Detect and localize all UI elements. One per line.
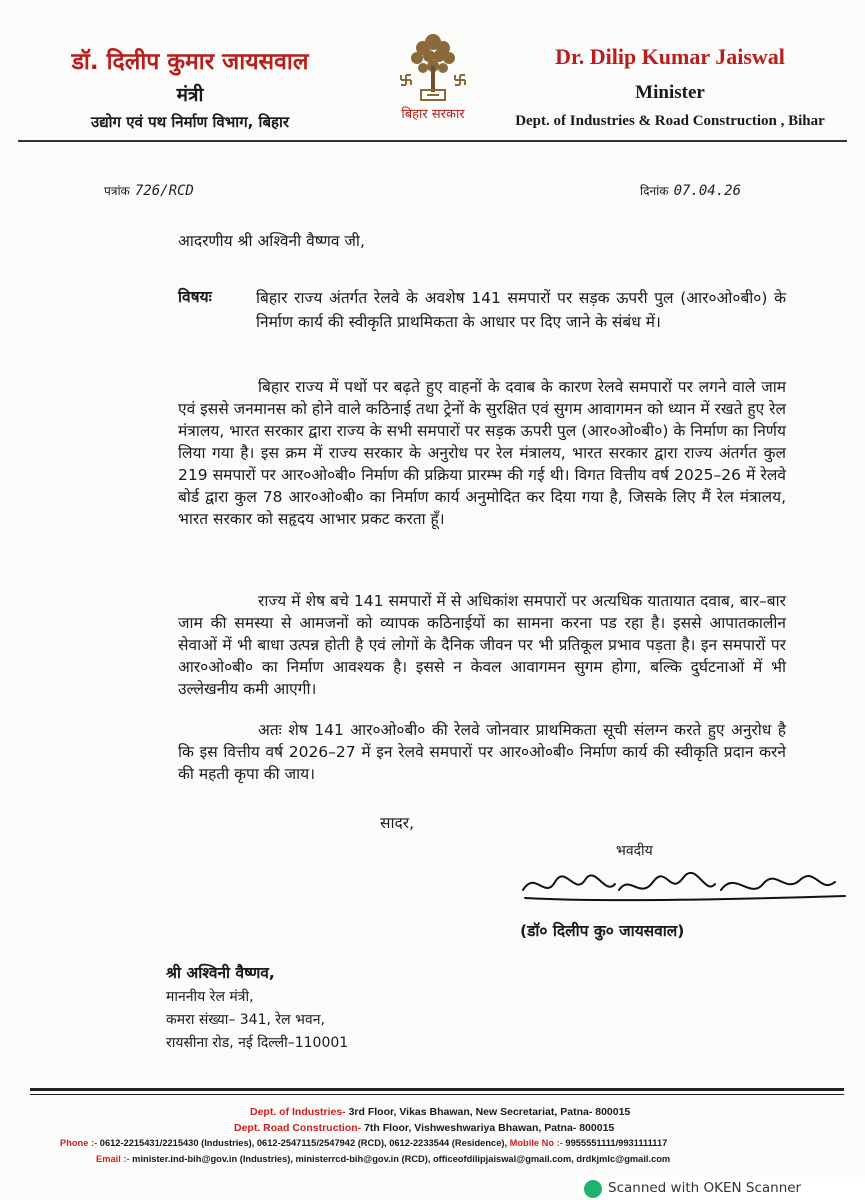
- footer-phones: [60, 1138, 667, 1148]
- addressee-line-2: माननीय रेल मंत्री,: [166, 989, 254, 1005]
- date-line: [640, 180, 741, 199]
- addressee-name: श्री अश्विनी वैष्णव,: [166, 964, 275, 982]
- footer-road-label: Dept. Road Construction-: [234, 1122, 362, 1134]
- hindi-minister-name: डॉ. दिलीप कुमार जायसवाल: [71, 49, 309, 75]
- body-paragraph-2: राज्य में शेष बचे 141 समपारों में से अधिकांश समपारों पर अत्यधिक यातायात दवाब, बार–बार जाम की समस्या से आमजनों को व्यापक कठिनाईयों का सामना करना पड रहा है। इससे आपातकालीन सेवाओं में भी बाधा उत्पन्न होती है एवं लोगों के दैनिक जीवन पर भी प्रतिकूल प्रभाव पड़ता है। इन समपारों पर आर०ओ०बी० का निर्माण आवश्यक है। इससे न केवल आवागमन सुगम होगा, बल्कि दुर्घटनाओं में भी उल्लेखनीय कमी आएगी।: [178, 592, 786, 698]
- scanner-logo-icon: [584, 1180, 602, 1198]
- body-paragraph-3: अतः शेष 141 आर०ओ०बी० की रेलवे जोनवार प्राथमिकता सूची संलग्न करते हुए अनुरोध है कि इस वित्तीय वर्ष 2026–27 में इन रेलवे समपारों पर आर०ओ०बी० निर्माण कार्य की स्वीकृति प्रदान करने की महती कृपा की जाय।: [178, 721, 786, 783]
- footer-mobile-numbers: 9955551111/9931111117: [562, 1138, 668, 1148]
- reference-line: [104, 180, 194, 199]
- footer-divider-thick: [30, 1088, 844, 1091]
- addressee-line-3: कमरा संख्या– 341, रेल भवन,: [166, 1012, 325, 1028]
- footer-email-label: Email :-: [96, 1154, 130, 1164]
- emblem-caption: बिहार सरकार: [401, 107, 465, 122]
- footer-industries-label: Dept. of Industries-: [250, 1106, 346, 1118]
- scanner-badge: [578, 1177, 865, 1200]
- hindi-department: उद्योग एवं पथ निर्माण विभाग, बिहार: [91, 113, 289, 131]
- date-label: दिनांक: [640, 184, 669, 198]
- subject-text: बिहार राज्य अंतर्गत रेलवे के अवशेष 141 समपारों पर सड़क ऊपरी पुल (आर०ओ०बी०) के निर्माण कार्य की स्वीकृति प्राथमिकता के आधार पर दिए जाने के संबंध में।: [256, 289, 786, 331]
- reference-number: 726/RCD: [134, 183, 194, 199]
- footer-road-address: 7th Floor, Vishweshwariya Bhawan, Patna- 800015: [361, 1122, 615, 1134]
- english-minister-name: Dr. Dilip Kumar Jaiswal: [555, 44, 785, 69]
- footer-email-addresses: minister.ind-bih@gov.in (Industries), ministerrcd-bih@gov.in (RCD), officeofdilipjaiswal@gmail.com, drdkjmlc@gmail.com: [129, 1154, 671, 1164]
- footer-email: [96, 1154, 670, 1164]
- english-department: Dept. of Industries & Road Construction , Bihar: [515, 113, 825, 129]
- footer-phone-label: Phone :-: [60, 1138, 98, 1148]
- subject-label: विषयः: [178, 288, 212, 306]
- closing: सादर,: [380, 814, 414, 832]
- date-value: 07.04.26: [673, 183, 741, 199]
- footer-divider-thin: [30, 1094, 844, 1095]
- letterhead-divider: [18, 140, 847, 142]
- english-minister-title: Minister: [635, 82, 705, 103]
- addressee-line-4: रायसीना रोड, नई दिल्ली–110001: [166, 1035, 349, 1051]
- footer-road: [234, 1122, 614, 1134]
- salutation: आदरणीय श्री अश्विनी वैष्णव जी,: [178, 232, 365, 250]
- footer-phone-numbers: 0612-2215431/2215430 (Industries), 0612-2547115/2547942 (RCD), 0612-2233544 (Residence),: [97, 1138, 508, 1148]
- footer-industries: [250, 1106, 630, 1118]
- reference-label: पत्रांक: [104, 184, 130, 198]
- scanner-badge-text: Scanned with OKEN Scanner: [608, 1180, 802, 1196]
- signer-name: (डॉ० दिलीप कु० जायसवाल): [520, 922, 685, 940]
- body-paragraph-1: बिहार राज्य में पथों पर बढ़ते हुए वाहनों के दवाब के कारण रेलवे समपारों पर लगने वाले जाम एवं इससे जनमानस को होने वाले कठिनाई तथा ट्रेनों के सुरक्षित एवं सुगम आवागमन को ध्यान में रखते हुए रेल मंत्रालय, भारत सरकार द्वारा राज्य के सभी समपारों पर सड़क ऊपरी पुल (आर०ओ०बी०) के निर्माण का निर्णय लिया गया है। इस क्रम में राज्य सरकार के अनुरोध पर रेल मंत्रालय, भारत सरकार द्वारा राज्य अंतर्गत कुल 219 समपारों पर आर०ओ०बी० निर्माण की प्रक्रिया प्रारम्भ की गई थी। विगत वित्तीय वर्ष 2025–26 में रेलवे बोर्ड द्वारा कुल 78 आर०ओ०बी० का निर्माण कार्य अनुमोदित कर दिया गया है, जिसके लिए मैं रेल मंत्रालय, भारत सरकार को सहृदय आभार प्रकट करता हूँ।: [178, 378, 786, 528]
- footer-mobile-label: Mobile No :-: [507, 1138, 563, 1148]
- footer-industries-address: 3rd Floor, Vikas Bhawan, New Secretariat, Patna- 800015: [345, 1106, 631, 1118]
- signature-image: [515, 860, 855, 908]
- signoff: भवदीय: [616, 843, 653, 859]
- hindi-minister-title: मंत्री: [176, 84, 204, 106]
